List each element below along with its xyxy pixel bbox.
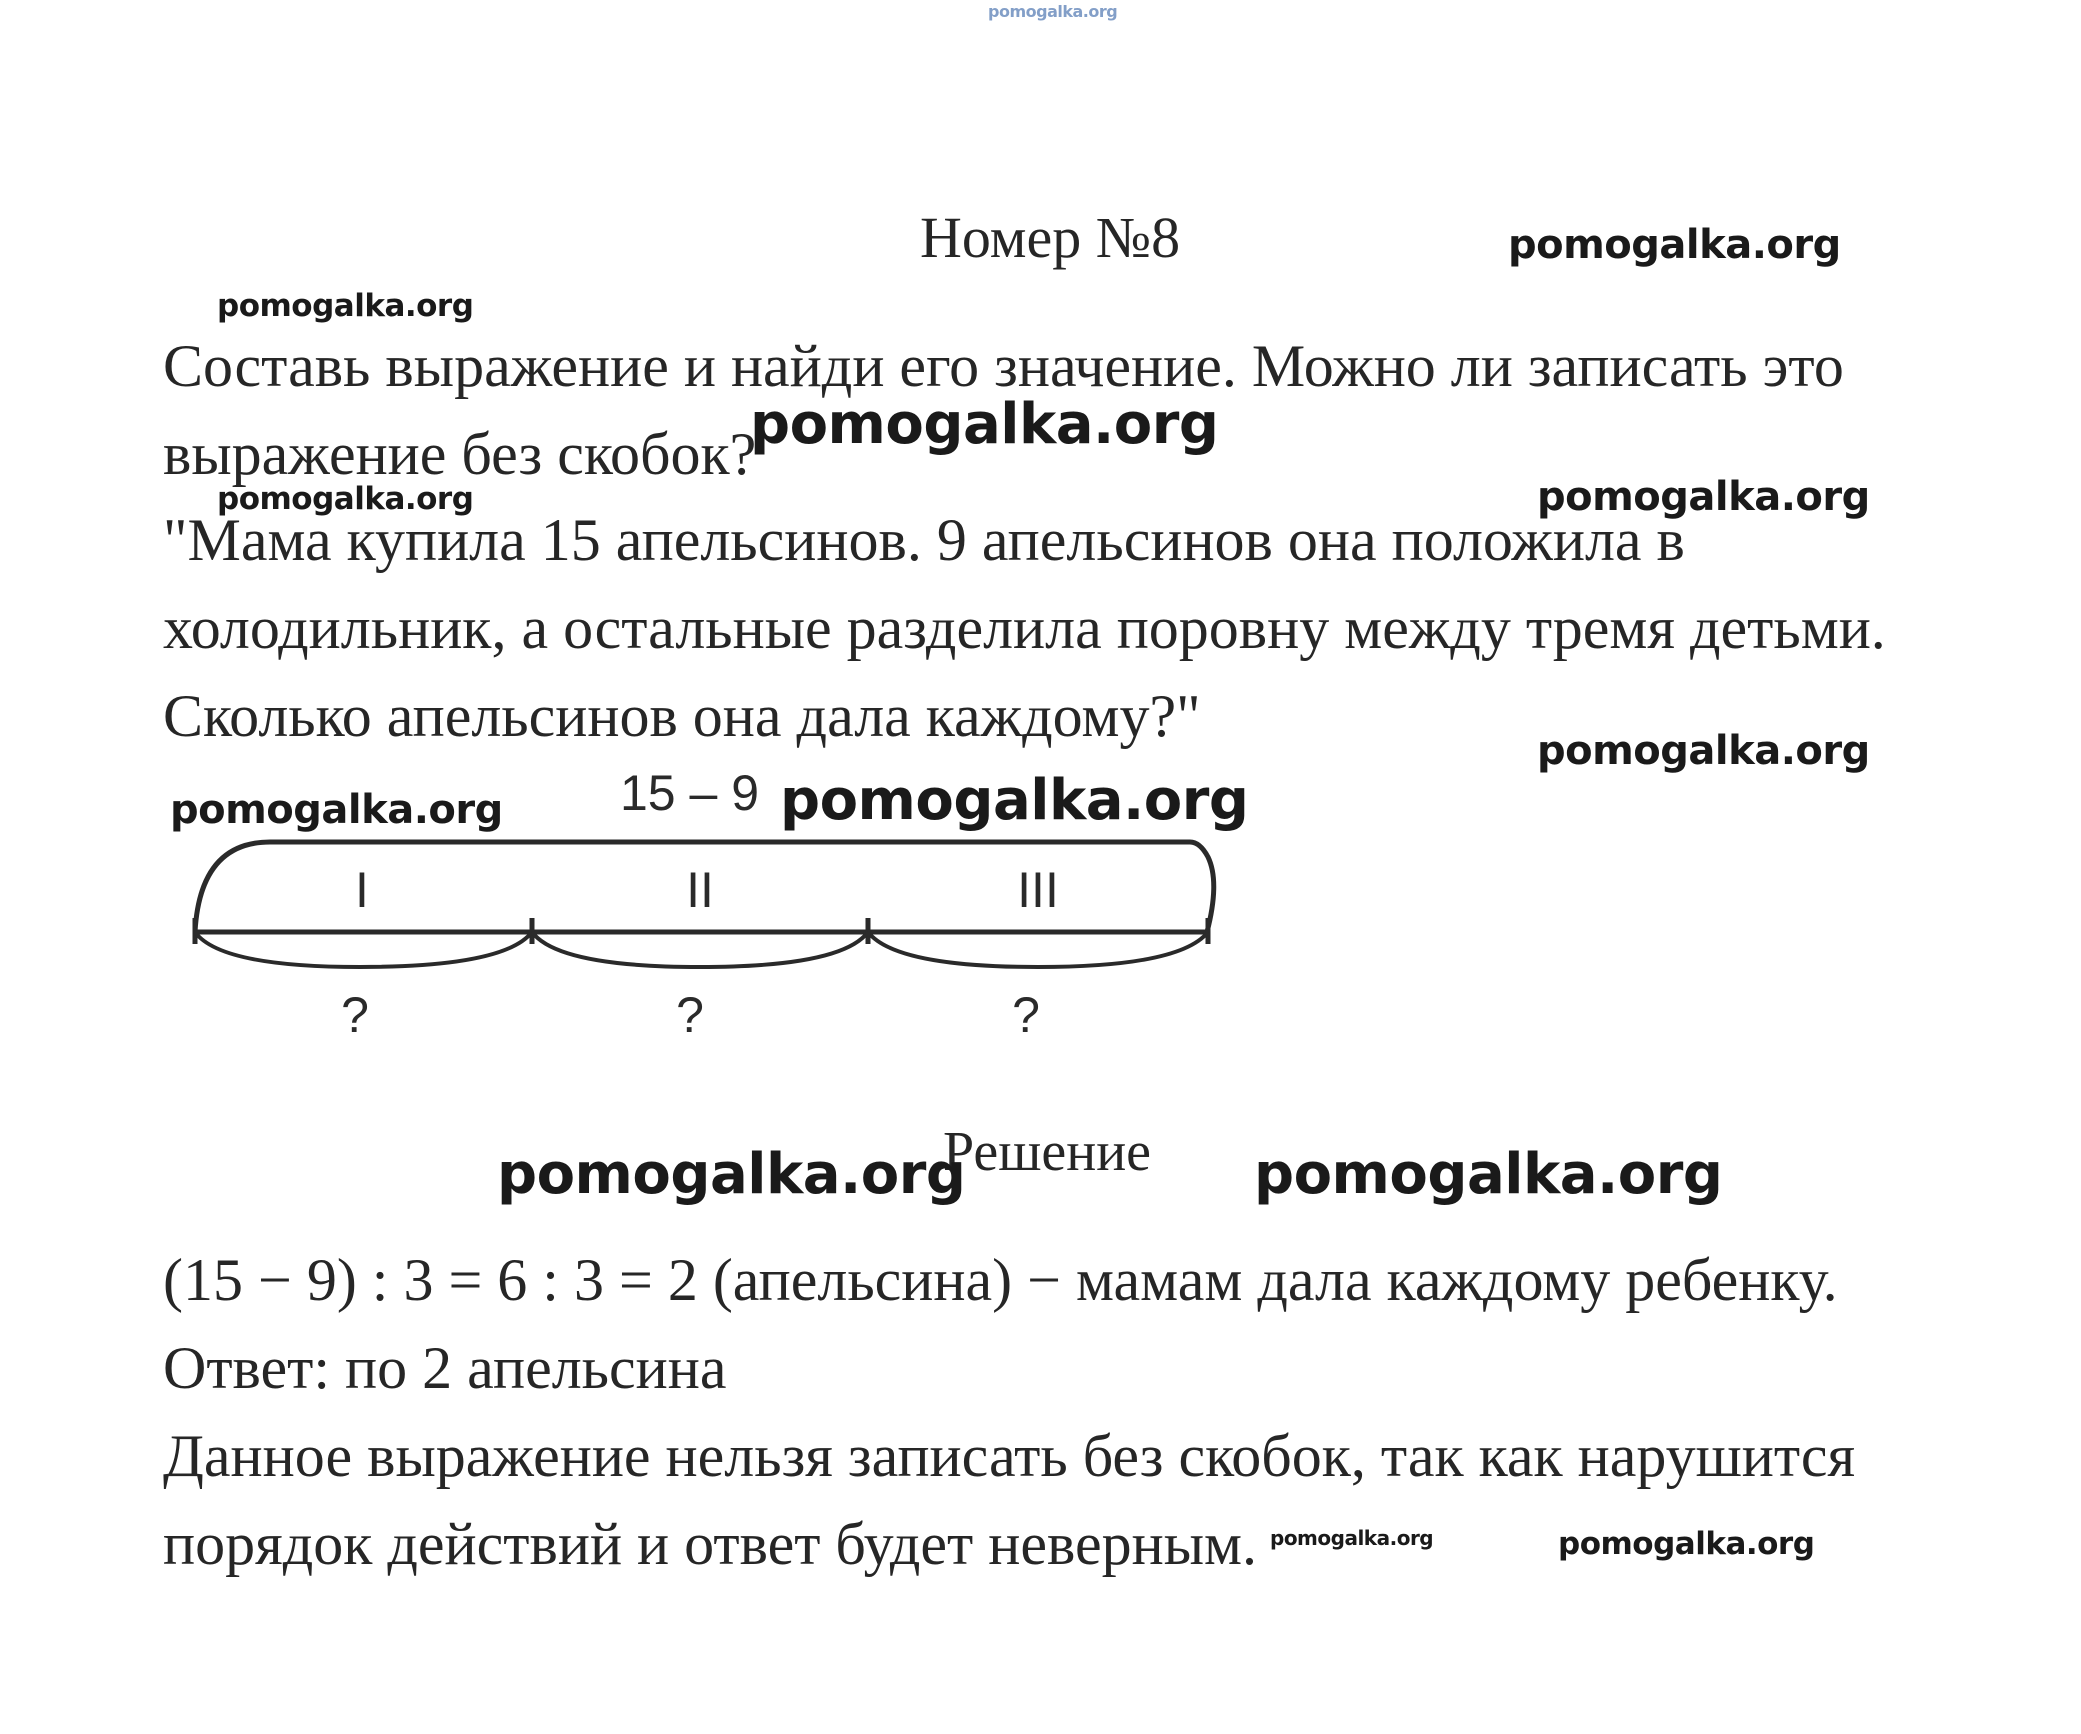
watermark: pomogalka.org [1508,222,1841,268]
diagram-top-label: 15 – 9 [620,765,760,821]
bottom-arc [868,932,1208,967]
watermark: pomogalka.org [1254,1142,1723,1207]
bottom-arc [532,932,868,967]
task-line-4: холодильник, а остальные разделила поровну между тремя детьми. [163,595,1886,661]
watermark: pomogalka.org [1558,1526,1815,1562]
top-watermark: pomogalka.org [988,2,1118,21]
solution-note-line-1: Данное выражение нельзя записать без скобок, так как нарушится [163,1423,1856,1489]
watermark: pomogalka.org [1270,1526,1434,1550]
segment-question-1: ? [341,987,369,1043]
watermark: pomogalka.org [1537,728,1870,774]
page-title: Номер №8 [920,205,1181,270]
watermark: pomogalka.org [497,1142,966,1207]
task-line-5: Сколько апельсинов она дала каждому?" [163,683,1201,749]
watermark: pomogalka.org [780,768,1249,833]
segment-label-2: II [686,862,714,918]
watermark: pomogalka.org [1537,474,1870,520]
watermark: pomogalka.org [170,787,503,833]
solution-expression: (15 − 9) : 3 = 6 : 3 = 2 (апельсина) − мамам дала каждому ребенку. [163,1247,1838,1313]
task-line-1: Составь выражение и найди его значение. Можно ли записать это [163,333,1844,399]
task-line-2: выражение без скобок? [163,421,757,487]
segment-label-1: I [355,862,369,918]
solution-answer: Ответ: по 2 апельсина [163,1335,727,1401]
segment-label-3: III [1017,862,1059,918]
watermark: pomogalka.org [217,288,474,324]
segment-question-3: ? [1012,987,1040,1043]
watermark: pomogalka.org [217,481,474,517]
bottom-arc [195,932,532,967]
task-line-3: "Мама купила 15 апельсинов. 9 апельсинов она положила в [163,507,1685,573]
segment-question-2: ? [676,987,704,1043]
watermark: pomogalka.org [750,392,1219,457]
solution-heading: Решение [943,1121,1152,1183]
solution-note-line-2: порядок действий и ответ будет неверным. [163,1511,1258,1577]
